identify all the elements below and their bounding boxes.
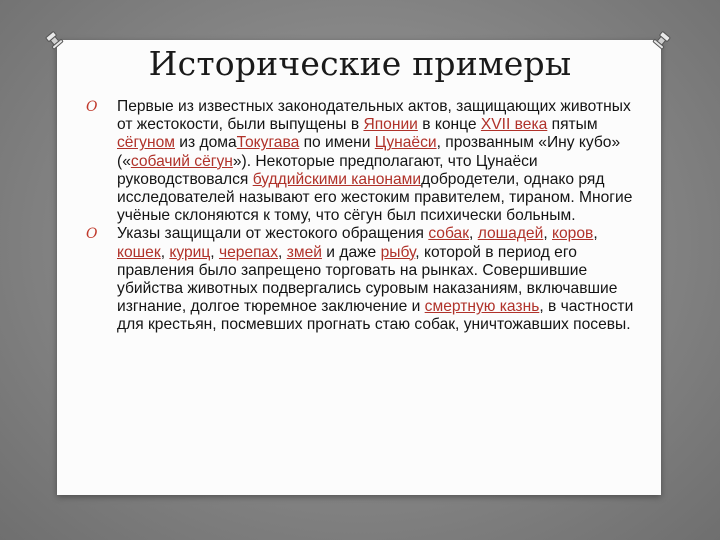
paragraph-segment: , <box>210 243 219 261</box>
paragraph-segment: и даже <box>321 243 381 261</box>
slide-title: Исторические примеры <box>148 44 572 83</box>
hyperlink[interactable]: собачий сёгун <box>130 152 233 170</box>
paragraph-segment: , <box>160 243 170 261</box>
hyperlink[interactable]: черепах <box>218 243 279 261</box>
paragraph-segment: »). Некоторые предполагают, что Цунаёси руководствовался <box>117 152 538 188</box>
paragraph-segment: добродетели, однако ряд исследователей называют его жестоким правителем, тираном. Многие учёные склоняются к тому, что сёгун был психически больным. <box>117 170 633 225</box>
hyperlink[interactable]: Японии <box>363 116 418 134</box>
hyperlink[interactable]: Цунаёси <box>374 134 437 152</box>
hyperlink[interactable]: коров <box>552 225 594 243</box>
paragraph-segment: , <box>593 225 598 243</box>
paragraph-segment: , в частности для крестьян, посмевших прогнать стаю собак, уничтожавших посевы. <box>117 298 634 334</box>
bullet-icon: O <box>86 99 98 115</box>
paragraph-segment: Первые из известных законодательных актов, защищающих животных от жестокости, были выпущены в <box>117 98 631 134</box>
hyperlink[interactable]: змей <box>286 243 322 261</box>
paragraph-segment: , <box>469 225 478 243</box>
paragraph-segment: по имени <box>299 134 375 152</box>
hyperlink[interactable]: Токугава <box>236 134 300 152</box>
hyperlink[interactable]: рыбу <box>380 243 416 261</box>
slide-body <box>86 98 642 335</box>
paragraph-text <box>117 225 633 333</box>
hyperlink[interactable]: собак <box>428 225 470 243</box>
hyperlink[interactable]: смертную казнь <box>424 298 540 316</box>
paragraph-segment: пятым <box>547 116 598 134</box>
hyperlink[interactable]: XVII века <box>480 116 548 134</box>
hyperlink[interactable]: лошадей <box>477 225 544 243</box>
paragraph-segment: из дома <box>174 134 237 152</box>
paragraph-segment: в конце <box>417 116 481 134</box>
paragraph-text <box>117 98 632 224</box>
hyperlink[interactable]: буддийскими канонами <box>252 170 422 188</box>
paragraph-segment: Указы защищали от жестокого обращения <box>117 225 429 243</box>
bullet-paragraph-2 <box>86 225 642 334</box>
hyperlink[interactable]: куриц <box>169 243 211 261</box>
paragraph-segment: , <box>543 225 552 243</box>
paragraph-segment: , <box>278 243 287 261</box>
hyperlink[interactable]: кошек <box>117 243 161 261</box>
paragraph-segment: , которой в период его правления было запрещено торговать на рынках. Совершившие убийства животных подвергались суровым наказаниям, включавшие изгнание, долгое тюремное заключение и <box>117 243 618 316</box>
bullet-paragraph-1 <box>86 98 642 225</box>
paragraph-segment: , прозванным «Ину кубо» (« <box>117 134 621 170</box>
bullet-icon: O <box>86 226 98 243</box>
hyperlink[interactable]: сёгуном <box>117 134 175 152</box>
